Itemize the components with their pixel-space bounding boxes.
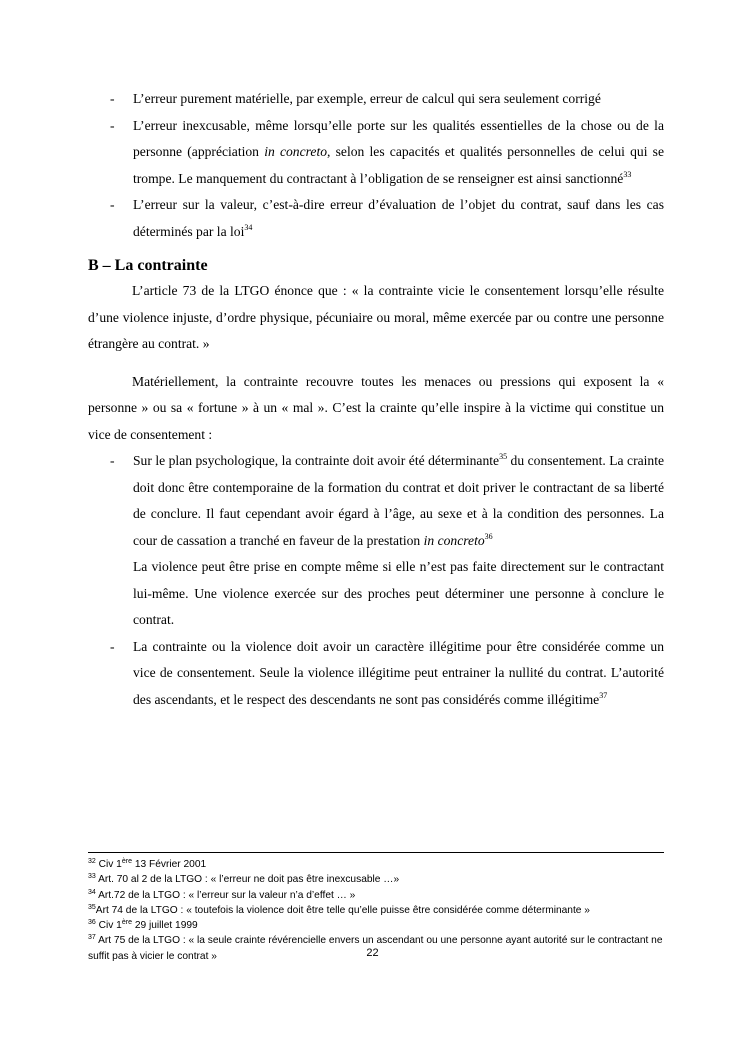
constraint-list [88, 448, 664, 713]
list-item-text: La violence peut être prise en compte même si elle n’est pas faite directement sur le contractant lui-même. Une violence exercée sur des proches peut déterminer une personne à conclure le contrat. [133, 559, 664, 627]
list-dash: - [110, 117, 115, 133]
footnote-number: 32 [88, 858, 96, 865]
list-item-text: L’erreur purement matérielle, par exemple, erreur de calcul qui sera seulement corrigé [133, 91, 601, 106]
ordinal-suffix: ère [121, 858, 132, 865]
list-item-text: La contrainte ou la violence doit avoir un caractère illégitime pour être considérée comme un vice de consentement. Seule la violence illégitime peut entrainer la nullité du contrat. L’autorité des ascendants, et le respect des descendants ne sont pas considérés comme illégitime [133, 638, 664, 707]
list-item-text: , selon les capacités et qualités personnelles de celui qui se trompe. Le manquement du contractant à l’obligation de se renseigner est ainsi sanctionné [133, 144, 665, 186]
footnote-number: 37 [88, 934, 96, 942]
list-item-text: L’erreur sur la valeur, c’est-à-dire erreur d’évaluation de l’objet du contrat, sauf dans les cas déterminés par la loi [133, 197, 664, 239]
list-item-text: du consentement. La crainte doit donc être contemporaine de la formation du contrat et doit priver le contractant de sa liberté de conclure. Il faut cependant avoir égard à l’âge, au sexe et à la condition des personnes. La cour de cassation a tranché en faveur de la prestation [133, 453, 665, 548]
footnote-ref[interactable]: 36 [484, 531, 493, 541]
list-dash: - [110, 91, 115, 106]
footnote-text: Art 74 de la LTGO : « toutefois la violence doit être telle qu’elle puisse être considérée comme déterminante » [95, 904, 590, 916]
list-item [88, 86, 664, 113]
page-number: 22 [366, 947, 379, 959]
footnote-number: 34 [88, 888, 96, 896]
list-dash: - [110, 638, 115, 654]
list-item-text: Sur le plan psychologique, la contrainte doit avoir été déterminante [133, 453, 500, 468]
ordinal-suffix: ère [121, 919, 132, 927]
list-item-text: L’erreur inexcusable, même lorsqu’elle porte sur les qualités essentielles de la chose ou de la personne (appréciation [133, 117, 664, 159]
footnote [88, 857, 664, 872]
list-item [88, 634, 664, 714]
footnote-ref[interactable]: 34 [244, 222, 253, 232]
footnote [88, 872, 664, 887]
footnote-text: Art.72 de la LTGO : « l’erreur sur la valeur n’a d’effet … » [98, 889, 356, 901]
list-item [88, 113, 664, 193]
paragraph: L’article 73 de la LTGO énonce que : « la contrainte vicie le consentement lorsqu’elle résulte d’une violence injuste, d’ordre physique, pécuniaire ou moral, même exercée par ou contre une personne étrangère au contrat. » [88, 283, 664, 351]
footnote-text: Civ 1 [98, 920, 122, 932]
list-dash: - [110, 453, 115, 468]
footnote [88, 888, 664, 903]
footnote-text: Civ 1 [98, 859, 122, 870]
footnote-text: 29 juillet 1999 [131, 920, 198, 932]
footnote-number: 35 [88, 903, 96, 911]
footnote-number: 36 [88, 919, 96, 927]
list-dash: - [110, 197, 115, 212]
footnote-ref[interactable]: 35 [499, 452, 508, 461]
italic-term: in concreto [264, 144, 328, 159]
error-list [88, 86, 664, 245]
list-item [88, 448, 664, 634]
footnote-ref[interactable]: 33 [623, 169, 632, 179]
paragraph: Matériellement, la contrainte recouvre toutes les menaces ou pressions qui exposent la « personne » ou sa « fortune » à un « mal ». C’est la crainte qu’elle inspire à la victime qui constitue un vice de consentement : [88, 373, 664, 442]
footnote-ref[interactable]: 37 [599, 690, 608, 700]
paragraph-spacer [88, 358, 664, 369]
footnote-text: 13 Février 2001 [131, 859, 207, 870]
section-heading: B – La contrainte [88, 257, 208, 274]
body-text [88, 86, 664, 713]
footnote [88, 903, 664, 918]
footnote-number: 33 [88, 873, 96, 881]
italic-term: in concreto [423, 532, 485, 548]
footnote-text: Art 75 de la LTGO : « la seule crainte révérencielle envers un ascendant ou une personne ayant autorité sur le contractant ne suffit pas à vicier le contrat » [88, 935, 663, 962]
footnote-text: Art. 70 al 2 de la LTGO : « l’erreur ne doit pas être inexcusable …» [98, 874, 400, 886]
list-item [88, 192, 664, 245]
footnote [88, 918, 664, 933]
